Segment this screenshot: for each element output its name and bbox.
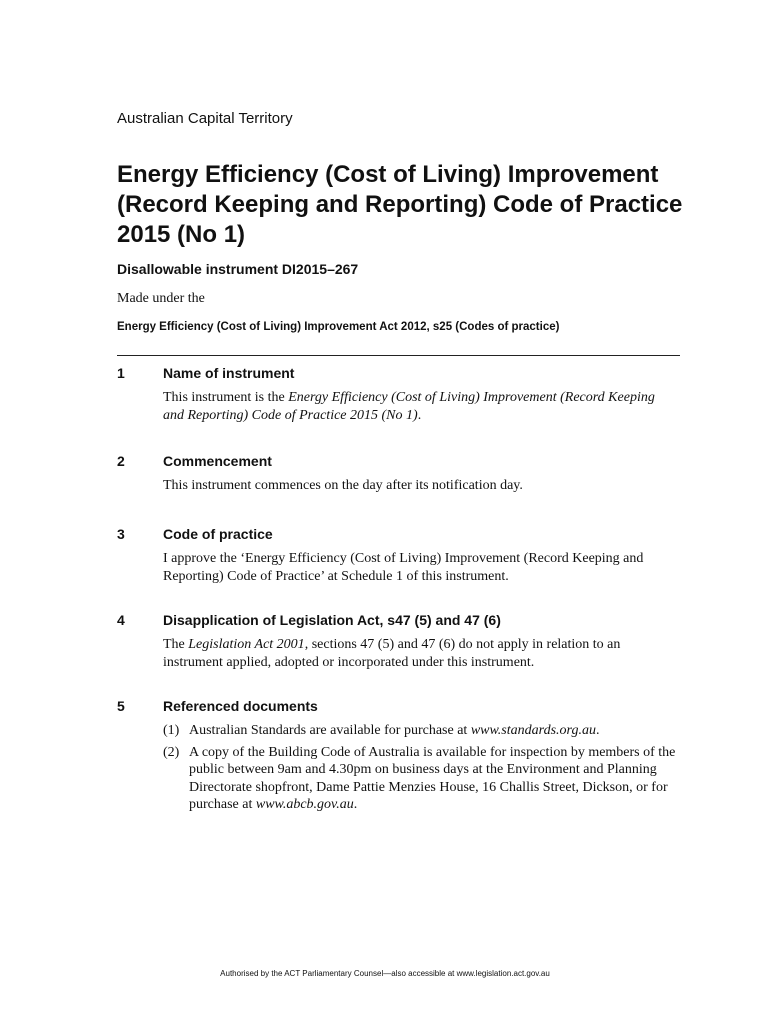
page-footer: Authorised by the ACT Parliamentary Counsel—also accessible at www.legislation.act.gov.au (220, 969, 550, 978)
act-name-italic: Legislation Act 2001 (188, 637, 305, 652)
body-text-end: . (417, 407, 422, 423)
subsection-2 (163, 744, 677, 814)
abcb-link: www.abcb.gov.au (255, 797, 354, 812)
section-body (163, 636, 677, 671)
section-heading: Referenced documents (163, 698, 318, 714)
section-number: 4 (117, 612, 125, 628)
section-body (163, 389, 677, 424)
instrument-number: Disallowable instrument DI2015–267 (117, 261, 359, 277)
act-reference: Energy Efficiency (Cost of Living) Improvement Act 2012, s25 (Codes of practice) (117, 321, 560, 333)
body-text: The (163, 637, 189, 652)
document-title: Energy Efficiency (Cost of Living) Improvement (Record Keeping and Reporting) Code of Practice 2015 (No 1) (117, 161, 683, 248)
subsection-number: (2) (163, 744, 180, 760)
section-body (163, 722, 677, 814)
subsection-1 (163, 722, 677, 740)
standards-link: www.standards.org.au (470, 723, 596, 738)
section-1 (117, 365, 677, 424)
section-5 (117, 698, 677, 818)
body-text-end: . (353, 797, 358, 812)
section-number: 2 (117, 453, 125, 469)
body-text-end: , sections 47 (5) and 47 (6) do not apply in relation to an instrument applied, adopted or incorporated under this instrument. (163, 637, 621, 670)
jurisdiction-label: Australian Capital Territory (117, 110, 293, 127)
made-under-text: Made under the (117, 291, 205, 306)
section-number: 1 (117, 365, 125, 381)
subsection-text (189, 744, 677, 814)
section-heading: Name of instrument (163, 365, 295, 381)
section-body: This instrument commences on the day after its notification day. (163, 478, 523, 493)
section-2 (117, 453, 677, 495)
subsection-text (189, 722, 599, 740)
body-text: This instrument is the (163, 390, 289, 405)
body-text-end: . (595, 723, 600, 738)
section-heading: Commencement (163, 453, 272, 469)
header-divider (117, 355, 680, 356)
subsection-number: (1) (163, 723, 180, 738)
section-number: 5 (117, 698, 125, 714)
body-text: Australian Standards are available for purchase at (189, 723, 471, 738)
section-number: 3 (117, 526, 125, 542)
section-heading: Code of practice (163, 526, 273, 542)
section-body: I approve the ‘Energy Efficiency (Cost of Living) Improvement (Record Keeping and Reporting) Code of Practice’ at Schedule 1 of this instrument. (163, 551, 644, 584)
instrument-name-italic: Energy Efficiency (Cost of Living) Improvement (Record Keeping and Reporting) Code of Practice 2015 (No 1) (163, 390, 655, 423)
section-heading: Disapplication of Legislation Act, s47 (5) and 47 (6) (163, 612, 501, 628)
section-3 (117, 526, 677, 585)
section-4 (117, 612, 677, 671)
body-text: A copy of the Building Code of Australia is available for inspection by members of the public between 9am and 4.30pm on business days at the Environment and Planning Directorate shopfront, Dame Pattie Menzies House, 16 Challis Street, Dickson, or for purchase at (189, 744, 676, 812)
